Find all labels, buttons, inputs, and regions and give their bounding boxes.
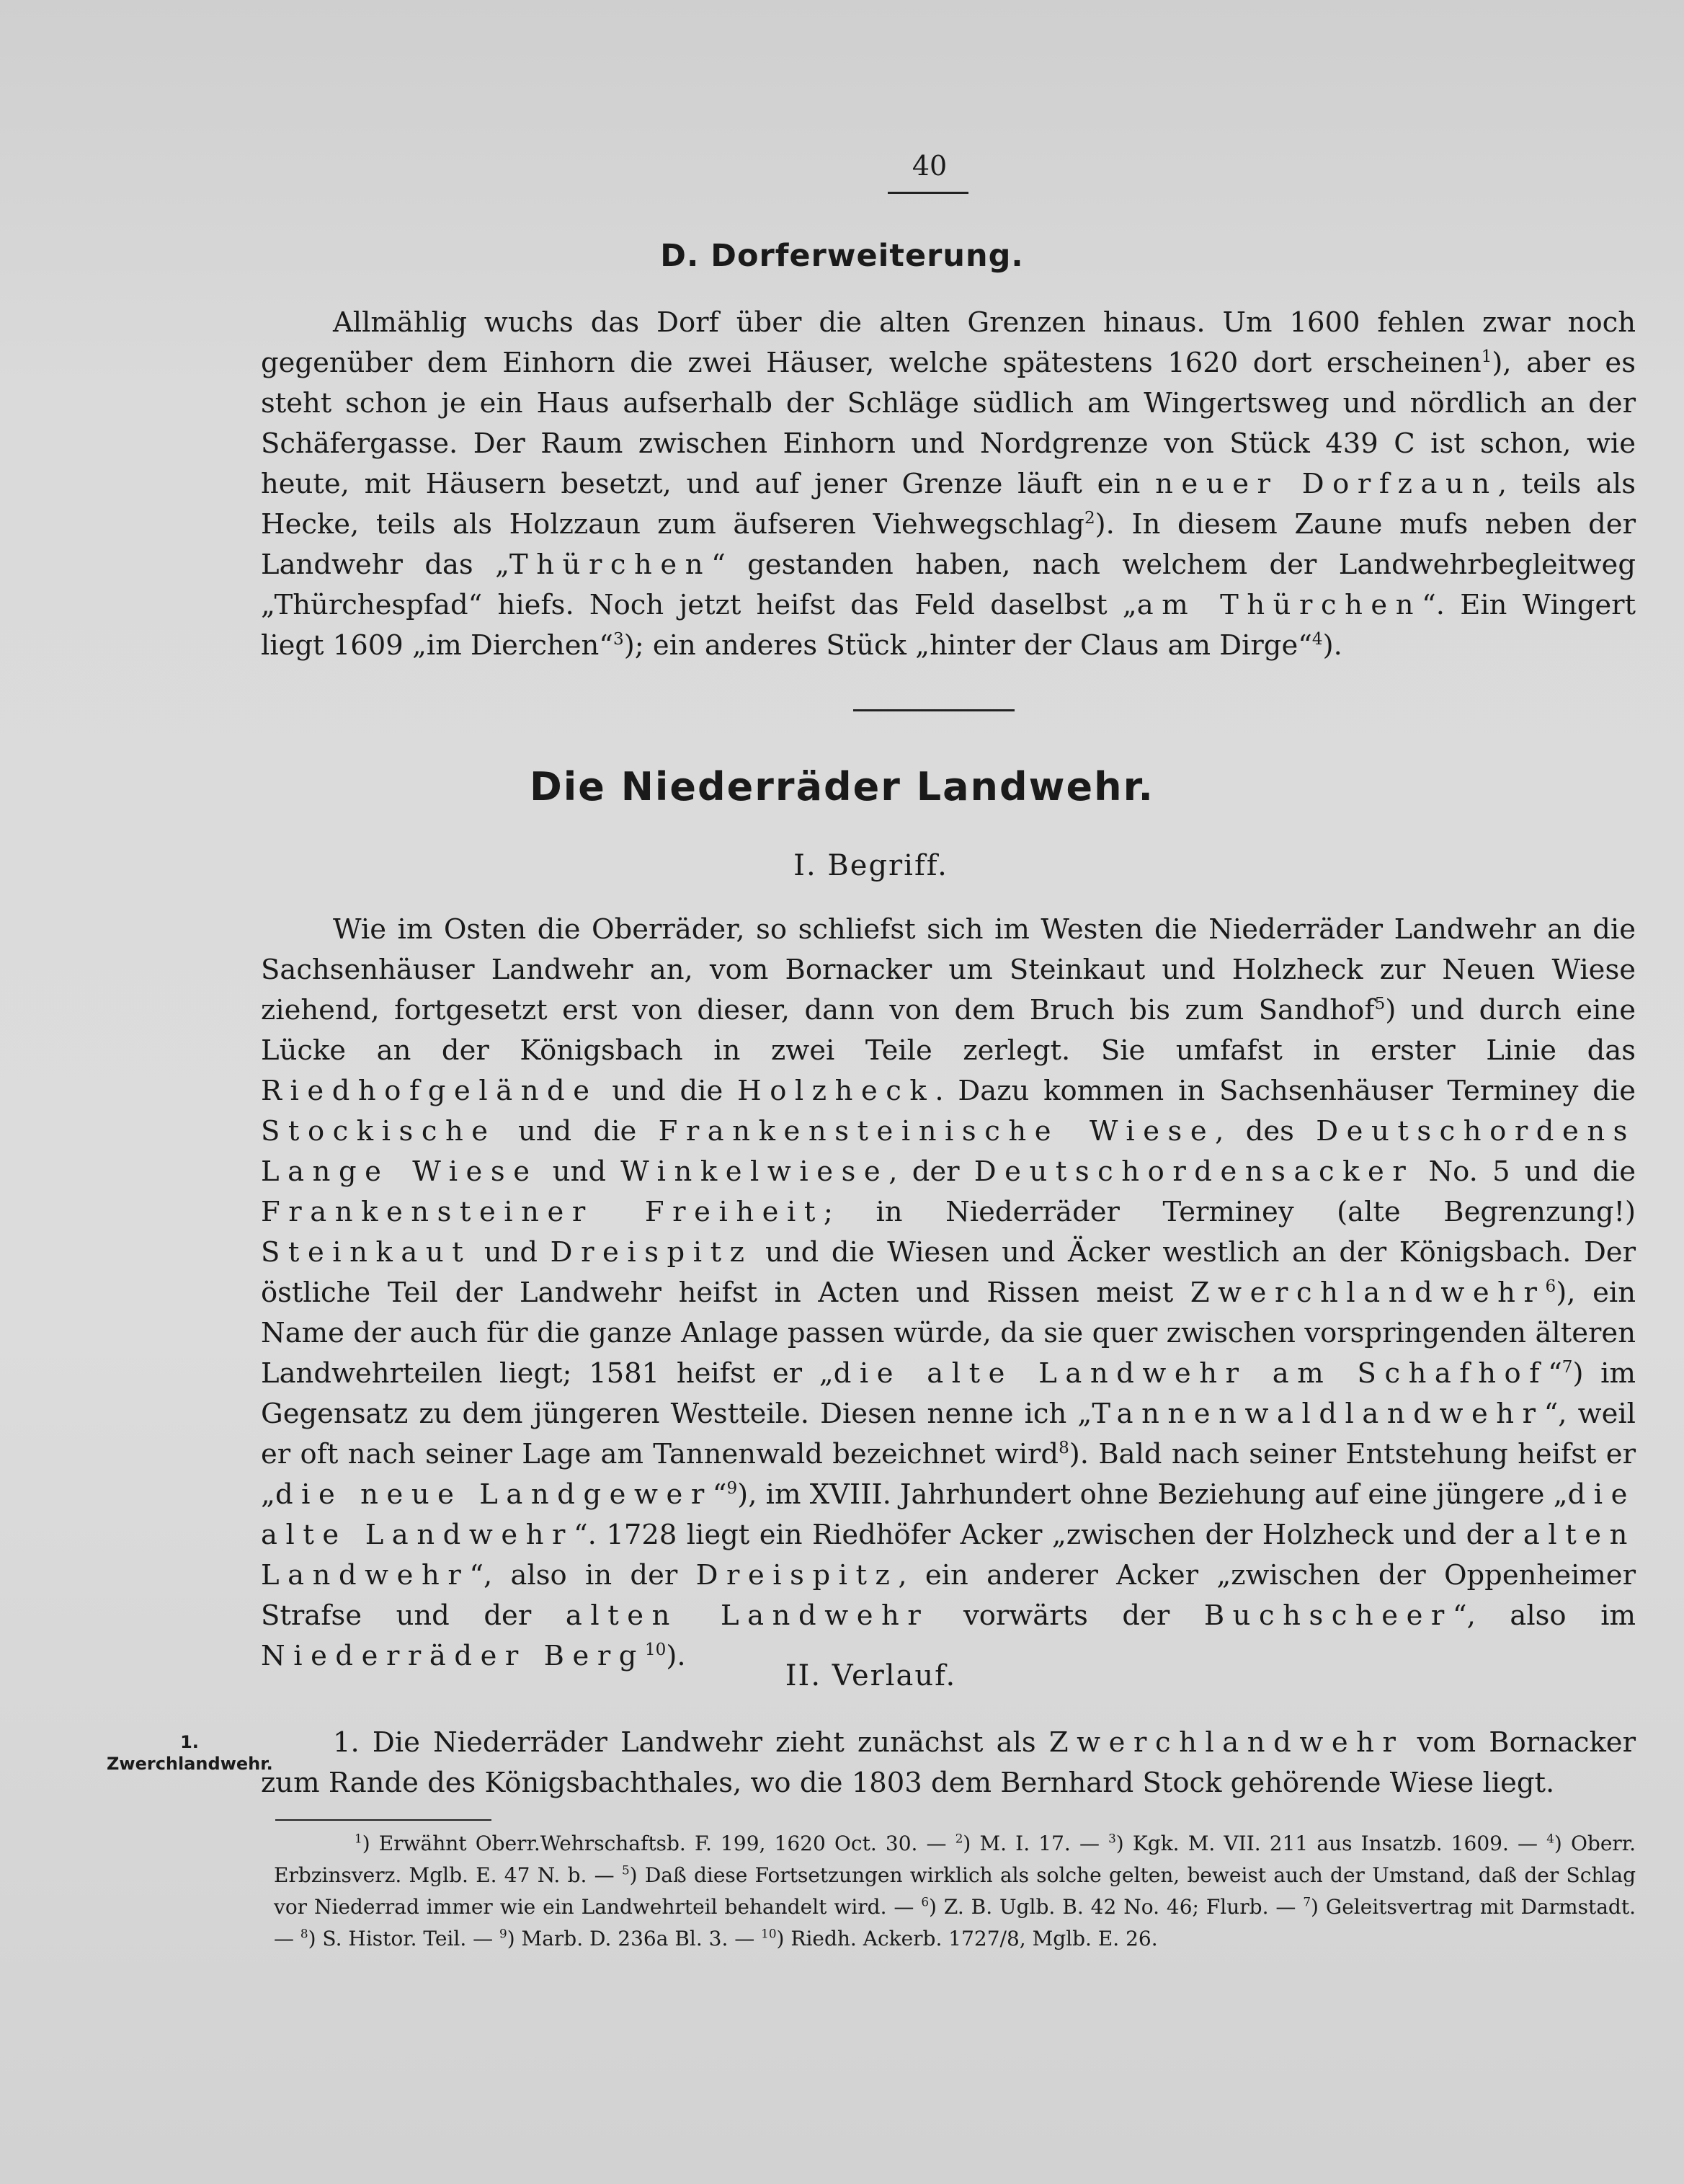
footnote-ref: 7 [1562,1358,1573,1377]
spaced-emphasis: alten Landwehr [565,1599,930,1632]
spaced-emphasis: Deutschordens Lange Wiese [261,1115,1636,1188]
footnote-ref: 10 [644,1641,667,1660]
footnote-ref: 6 [921,1894,930,1909]
footnote-ref: 3 [1108,1831,1116,1846]
section-divider [853,709,1015,711]
spaced-emphasis: die neue Landgewer [275,1478,713,1511]
footnotes [274,1828,1636,1955]
paragraph-verlauf [261,1723,1636,1803]
spaced-emphasis: Deutschordensacker [974,1155,1415,1188]
spaced-emphasis: Thürchen [509,549,712,581]
footnote-ref: 1 [1481,347,1492,367]
spaced-emphasis: Dreispitz [550,1236,753,1269]
spaced-emphasis: Steinkaut [261,1236,472,1269]
footnote-text: $^1$) Erwähnt Oberr.Wehrschaftsb. F. 199, 1620 Oct. 30. — $^2$) M. I. 17. — $^3$) Kgk. M. VII. 211 aus Insatzb. 1609. — $^4$) Oberr. Erbzinsverz. Mglb. E. 47 N. b. — $^5$) Daß diese Fortsetzungen wirklich als solche gelten, beweist auch der Umstand, daß der Schlag vor Niederrad immer wie ein Landwehrteil behandelt wird. — $^6$) Z. B. Uglb. B. 42 No. 46; Flurb. — $^7$) Geleitsvertrag mit Darmstadt. — $^8$) S. Histor. Teil. — $^9$) Marb. D. 236a Bl. 3. — $^{10}$) Riedh. Ackerb. 1727/8, Mglb. E. 26. [274,1831,1636,1950]
section-heading-begriff: I. Begriff. [793,849,948,882]
spaced-emphasis: Winkelwiese [620,1155,889,1188]
section-heading-dorferweiterung: D. Dorferweiterung. [660,238,1024,274]
footnote-ref: 9 [726,1479,738,1499]
spaced-emphasis: Frankensteinische Wiese [658,1115,1216,1148]
page-number-rule [888,192,968,194]
footnote-ref: 10 [761,1926,777,1941]
spaced-emphasis: die alte Landwehr [261,1478,1636,1551]
page-number: 40 [912,150,948,182]
footnote-ref: 1 [355,1831,362,1846]
footnote-ref: 5 [1374,995,1386,1014]
spaced-emphasis: neuer Dorfzaun [1155,468,1498,500]
margin-note: 1. Zwerchlandwehr. [107,1732,273,1774]
spaced-emphasis: Zwerchlandwehr [1190,1277,1546,1309]
spaced-emphasis: Dreispitz [695,1559,899,1592]
spaced-emphasis: Riedhofgelände [261,1075,598,1107]
chapter-title: Die Niederräder Landwehr. [529,764,1155,809]
paragraph-begriff [261,910,1636,1677]
spaced-emphasis: am Thürchen [1136,589,1422,621]
spaced-emphasis: Zwerchlandwehr [1048,1726,1404,1759]
footnote-ref: 9 [499,1926,507,1941]
footnote-ref: 8 [1059,1439,1069,1458]
spaced-emphasis: Niederräder Berg [261,1640,645,1672]
footnote-ref: 7 [1303,1894,1311,1909]
footnote-ref: 8 [300,1926,308,1941]
spaced-emphasis: Tannenwaldlandwehr [1092,1398,1544,1430]
footnote-ref: 2 [1084,509,1095,528]
section-heading-verlauf: II. Verlauf. [785,1659,957,1692]
spaced-emphasis: die alte Landwehr am Schafhof [833,1357,1549,1390]
paragraph-text: Allmählig wuchs das Dorf über die alten Grenzen hinaus. Um 1600 fehlen zwar noch gegenüber dem Einhorn die zwei Häuser, welche spätestens 1620 dort erscheinen$^1$), aber es steht schon je ein Haus aufserhalb der Schläge südlich am Wingertsweg und nördlich an der Schäfergasse. Der Raum zwischen Einhorn und Nordgrenze von Stück 439 C ist schon, wie heute, mit Häusern besetzt, und auf jener Grenze läuft ein neuer Dorfzaun, teils als Hecke, teils als Holzzaun zum äufseren Viehwegschlag$^2$). In diesem Zaune mufs neben der Landwehr das „Thürchen“ gestanden haben, nach welchem der Landwehrbegleitweg „Thürchespfad“ hiefs. Noch jetzt heifst das Feld daselbst „am Thürchen“. Ein Wingert liegt 1609 „im Dierchen“$^3$); ein anderes Stück „hinter der Claus am Dirge“$^4$). [261,306,1636,662]
footnote-ref: 4 [1311,630,1323,649]
footnote-rule [275,1819,491,1821]
spaced-emphasis: Buchscheer [1203,1599,1453,1632]
paragraph-text: Wie im Osten die Oberräder, so schliefst sich im Westen die Niederräder Landwehr an die Sachsenhäuser Landwehr an, vom Bornacker um Steinkaut und Holzheck zur Neuen Wiese ziehend, fortgesetzt erst von dieser, dann von dem Bruch bis zum Sandhof$^5$) und durch eine Lücke an der Königsbach in zwei Teile zerlegt. Sie umfafst in erster Linie das Riedhofgelände und die Holzheck. Dazu kommen in Sachsenhäuser Terminey die Stockische und die Frankensteinische Wiese, des Deutschordens Lange Wiese und Winkelwiese, der Deutschordensacker No. 5 und die Frankensteiner Freiheit; in Niederräder Terminey (alte Begrenzung!) Steinkaut und Dreispitz und die Wiesen und Äcker westlich an der Königsbach. Der östliche Teil der Landwehr heifst in Acten und Rissen meist Zwerchlandwehr$^6$), ein Name der auch für die ganze Anlage passen würde, da sie quer zwischen vorspringenden älteren Landwehrteilen liegt; 1581 heifst er „die alte Landwehr am Schafhof“$^7$) im Gegensatz zu dem jüngeren Westteile. Diesen nenne ich „Tannenwaldlandwehr“, weil er oft nach seiner Lage am Tannenwald bezeichnet wird$^8$). Bald nach seiner Entstehung heifst er „die neue Landgewer“$^9$), im XVIII. Jahrhundert ohne Beziehung auf eine jüngere „die alte Landwehr“. 1728 liegt ein Riedhöfer Acker „zwischen der Holzheck und der alten Landwehr“, also in der Dreispitz, ein anderer Acker „zwischen der Oppenheimer Strafse und der alten Landwehr vorwärts der Buchscheer“, also im Niederräder Berg$^{10}$). [261,913,1636,1672]
footnote-ref: 6 [1545,1277,1556,1297]
paragraph-text: 1. Die Niederräder Landwehr zieht zunächst als Zwerchlandwehr vom Bornacker zum Rande des Königsbachthales, wo die 1803 dem Bernhard Stock gehörende Wiese liegt. [261,1726,1636,1799]
spaced-emphasis: Stockische [261,1115,496,1148]
paragraph-dorferweiterung [261,303,1636,666]
footnote-ref: 2 [955,1831,963,1846]
footnote-ref: 4 [1546,1831,1554,1846]
spaced-emphasis: Holzheck [737,1075,935,1107]
spaced-emphasis: Frankensteiner Freiheit [261,1196,824,1228]
spaced-emphasis: alten Landwehr [261,1519,1636,1592]
footnote-ref: 5 [621,1863,630,1878]
footnote-ref: 3 [612,630,624,649]
